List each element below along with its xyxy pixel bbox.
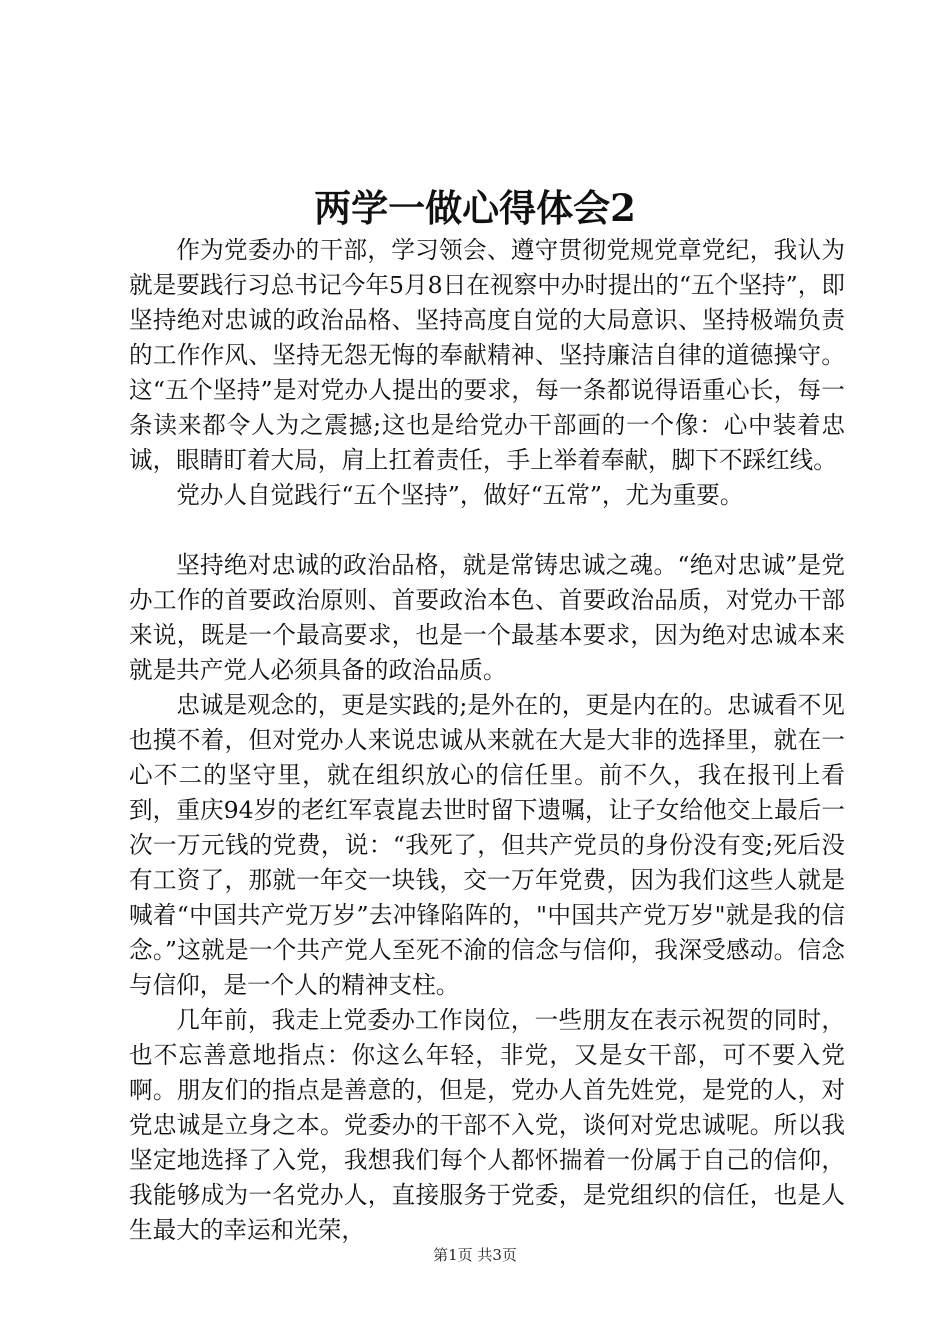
document-body: [129, 233, 845, 1248]
paragraph: 几年前，我走上党委办工作岗位，一些朋友在表示祝贺的同时，也不忘善意地指点：你这么年轻，非党，又是女干部，可不要入党啊。朋友们的指点是善意的，但是，党办人首先姓党，是党的人，对党忠诚是立身之本。党委办的干部不入党，谈何对党忠诚呢。所以我坚定地选择了入党，我想我们每个人都怀揣着一份属于自己的信仰，我能够成为一名党办人，直接服务于党委，是党组织的信任，也是人生最大的幸运和光荣，: [129, 1006, 845, 1244]
page-footer: 第1页 共3页: [433, 1246, 517, 1264]
document-title: 两学一做心得体会2: [314, 186, 636, 230]
paragraph: 党办人自觉践行“五个坚持”，做好“五常”，尤为重要。: [176, 481, 744, 509]
paragraph: 坚持绝对忠诚的政治品格，就是常铸忠诚之魂。“绝对忠诚”是党办工作的首要政治原则、首要政治本色、首要政治品质，对党办干部来说，既是一个最高要求，也是一个最基本要求，因为绝对忠诚本来就是共产党人必须具备的政治品质。: [129, 551, 845, 684]
paragraph: 作为党委办的干部，学习领会、遵守贯彻党规党章党纪，我认为就是要践行习总书记今年5月8日在视察中办时提出的“五个坚持”，即坚持绝对忠诚的政治品格、坚持高度自觉的大局意识、坚持极端负责的工作作风、坚持无怨无悔的奉献精神、坚持廉洁自律的道德操守。这“五个坚持”是对党办人提出的要求，每一条都说得语重心长，每一条读来都令人为之震撼;这也是给党办干部画的一个像：心中装着忠诚，眼睛盯着大局，肩上扛着责任，手上举着奉献，脚下不踩红线。: [129, 236, 845, 474]
paragraph: 忠诚是观念的，更是实践的;是外在的，更是内在的。忠诚看不见也摸不着，但对党办人来说忠诚从来就在大是大非的选择里，就在一心不二的坚守里，就在组织放心的信任里。前不久，我在报刊上看到，重庆94岁的老红军袁崑去世时留下遗嘱，让子女给他交上最后一次一万元钱的党费，说：“我死了，但共产党员的身份没有变;死后没有工资了，那就一年交一块钱，交一万年党费，因为我们这些人就是喊着“中国共产党万岁”去冲锋陷阵的，"中国共产党万岁"就是我的信念。”这就是一个共产党人至死不渝的信念与信仰，我深受感动。信念与信仰，是一个人的精神支柱。: [129, 691, 845, 999]
